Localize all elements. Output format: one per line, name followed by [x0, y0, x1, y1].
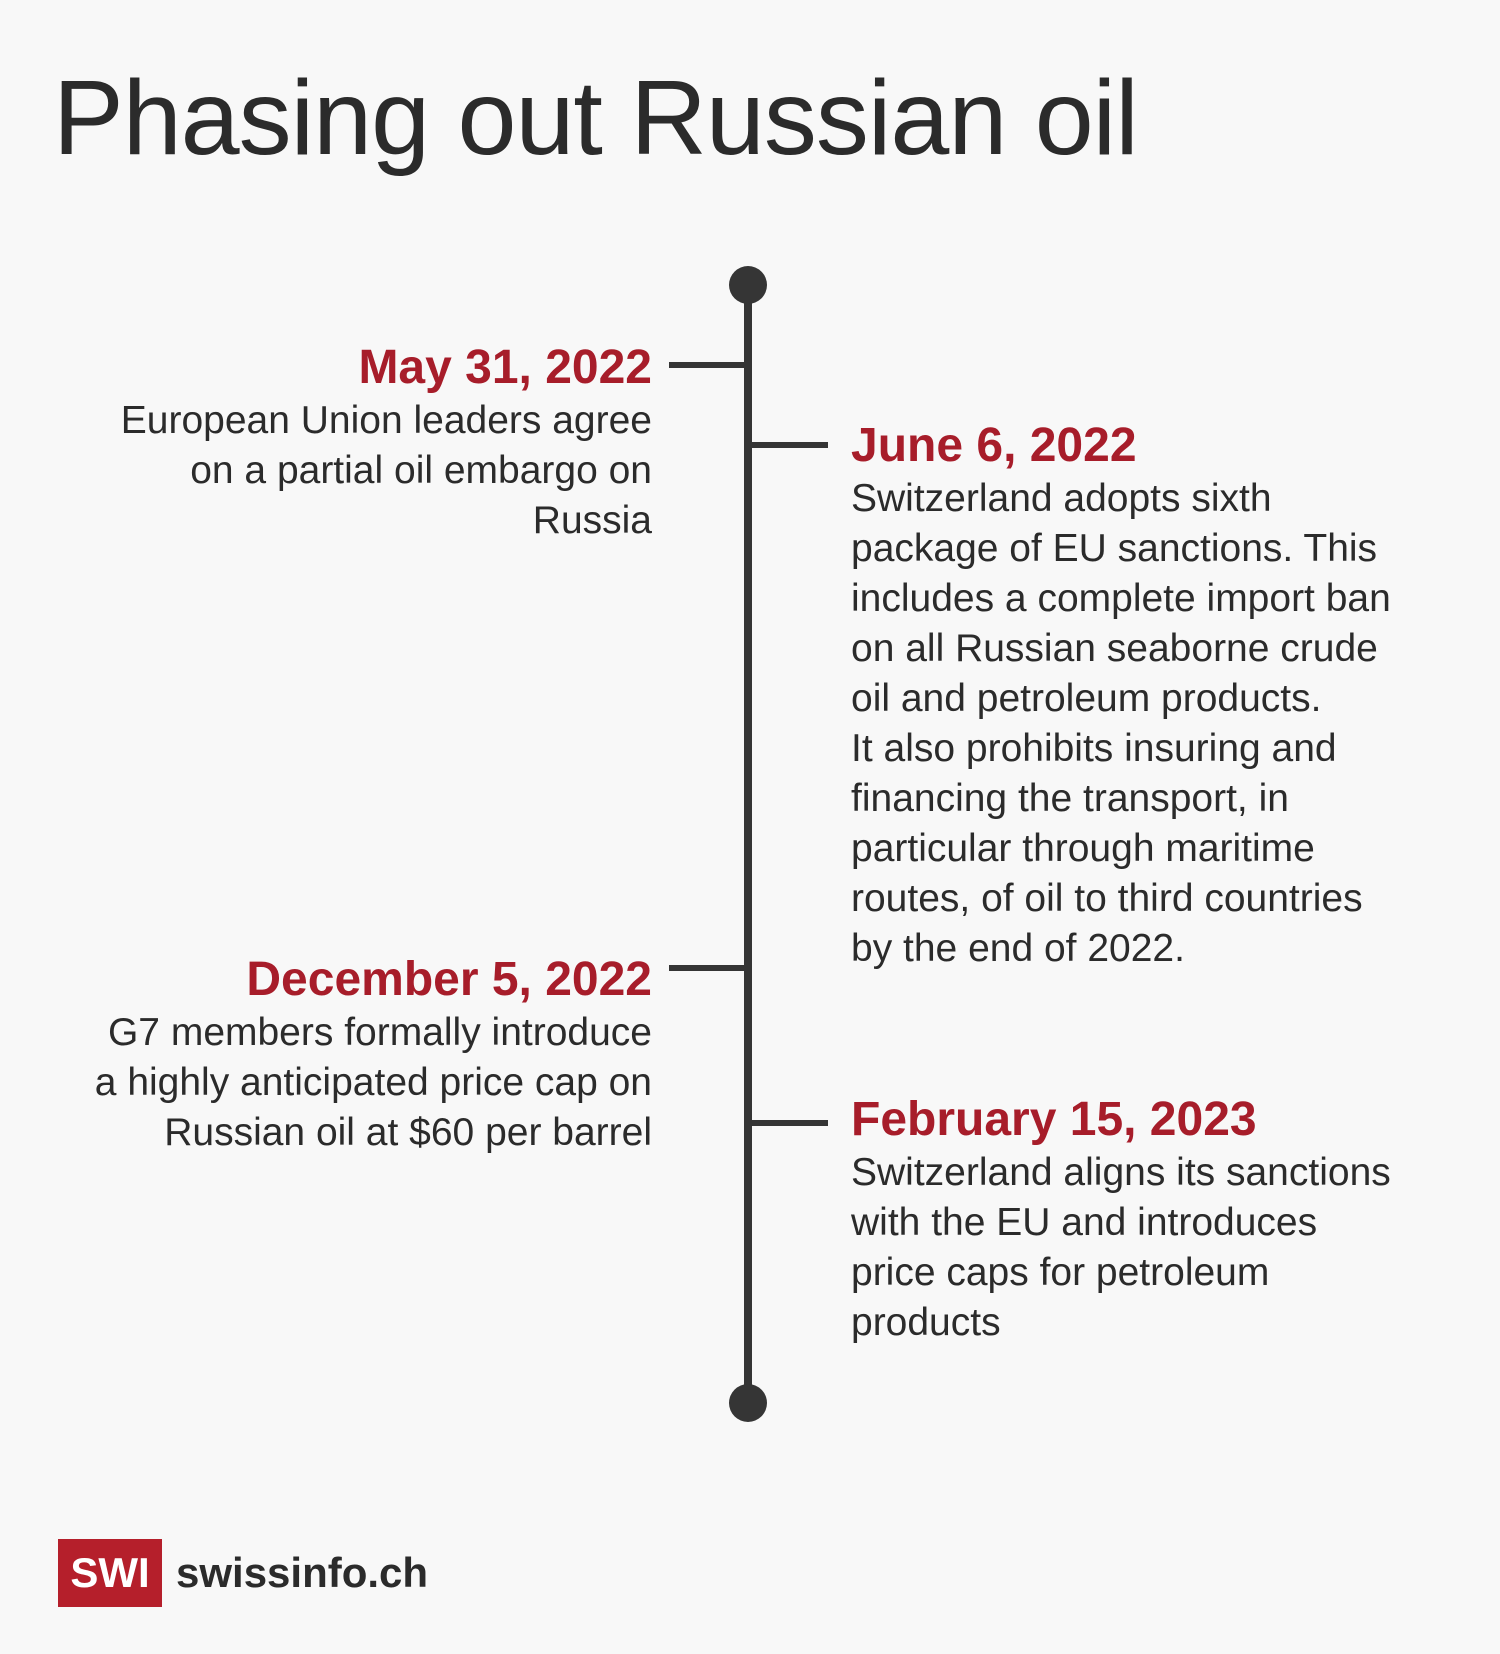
- event-description: Switzerland adopts sixth package of EU sanctions. This includes a complete import ban on all Russian seaborne crude oil and petroleum products. It also prohibits insuring and financing the transport, in particular through maritime routes, of oil to third countries by the end of 2022.: [851, 477, 1391, 970]
- timeline-start-node: [729, 266, 767, 304]
- swi-logo: [58, 1539, 428, 1607]
- page-title: Phasing out Russian oil: [53, 59, 1138, 177]
- timeline-event-3: [32, 952, 652, 1158]
- timeline-connector-3: [669, 965, 749, 971]
- timeline-event-1: [32, 340, 652, 546]
- timeline-connector-2: [748, 442, 828, 448]
- timeline-connector-4: [748, 1120, 828, 1126]
- event-description: Switzerland aligns its sanctions with the EU and introduces price caps for petroleum products: [851, 1151, 1391, 1344]
- site-name: swissinfo.ch: [176, 1549, 429, 1596]
- event-date: February 15, 2023: [851, 1093, 1257, 1146]
- event-description: G7 members formally introduce a highly anticipated price cap on Russian oil at $60 per barrel: [94, 1011, 652, 1154]
- event-date: May 31, 2022: [358, 341, 652, 394]
- timeline-event-2: [851, 418, 1451, 974]
- event-date: December 5, 2022: [246, 953, 652, 1006]
- timeline-connector-1: [669, 362, 749, 368]
- swi-badge: SWI: [58, 1539, 162, 1607]
- timeline-spine: [744, 285, 752, 1403]
- timeline-event-4: [851, 1092, 1451, 1348]
- timeline-end-node: [729, 1384, 767, 1422]
- event-description: European Union leaders agree on a partial oil embargo on Russia: [120, 399, 652, 542]
- event-date: June 6, 2022: [851, 419, 1137, 472]
